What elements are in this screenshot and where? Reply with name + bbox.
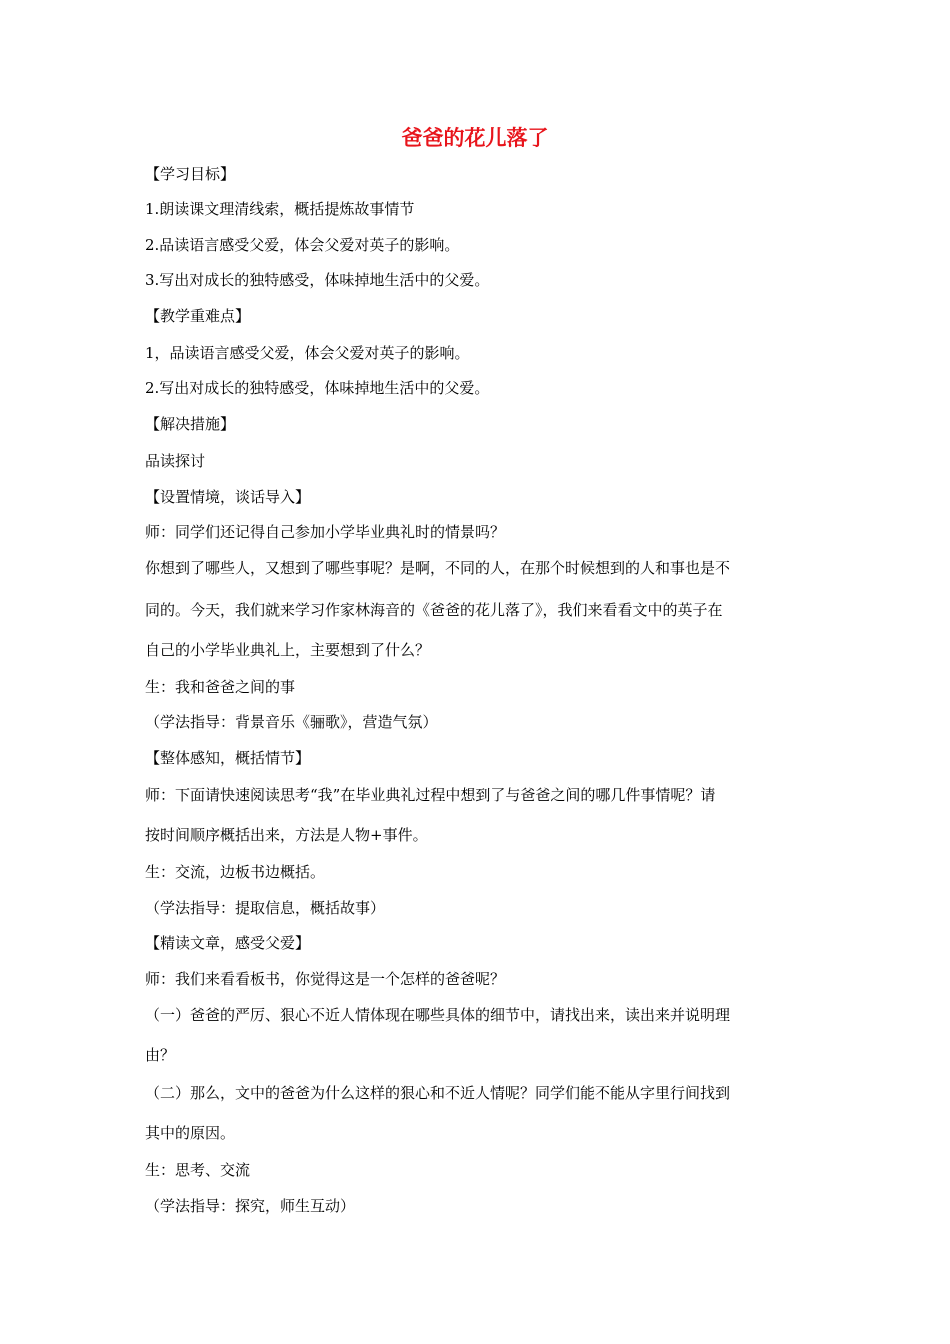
section-heading-overall: 【整体感知，概括情节】 [145, 749, 311, 767]
key-point-line-2: 2.写出对成长的独特感受，体味掉地生活中的父爱。 [145, 379, 490, 397]
goal-line-1: 1.朗读课文理清线索，概括提炼故事情节 [145, 200, 415, 218]
section-heading-introduction: 【设置情境，谈话导入】 [145, 488, 311, 506]
paragraph-line-3: 自己的小学毕业典礼上，主要想到了什么？ [145, 641, 431, 659]
measures-line: 品读探讨 [145, 452, 206, 470]
paragraph-line-2: 同的。今天，我们就来学习作家林海音的《爸爸的花儿落了》，我们来看看文中的英子在 [145, 601, 723, 619]
guidance-line-2: （学法指导：提取信息，概括故事） [145, 899, 386, 917]
section-heading-close-reading: 【精读文章，感受父爱】 [145, 934, 311, 952]
teacher-line-2: 师：下面请快速阅读思考“我”在毕业典礼过程中想到了与爸爸之间的哪几件事情呢？请 [145, 786, 716, 804]
goal-line-3: 3.写出对成长的独特感受，体味掉地生活中的父爱。 [145, 271, 490, 289]
guidance-line-1: （学法指导：背景音乐《骊歌》，营造气氛） [145, 713, 438, 731]
teacher-line-1: 师：同学们还记得自己参加小学毕业典礼时的情景吗？ [145, 523, 506, 541]
student-line-2: 生：交流，边板书边概括。 [145, 863, 326, 881]
question-line-1: （一）爸爸的严厉、狠心不近人情体现在哪些具体的细节中，请找出来，读出来并说明理 [145, 1006, 731, 1024]
student-line-3: 生：思考、交流 [145, 1161, 251, 1179]
guidance-line-3: （学法指导：探究，师生互动） [145, 1197, 356, 1215]
section-heading-measures: 【解决措施】 [145, 415, 236, 433]
paragraph-line-1: 你想到了哪些人，又想到了哪些事呢？是啊，不同的人，在那个时候想到的人和事也是不 [145, 559, 731, 577]
teacher-line-2-cont: 按时间顺序概括出来，方法是人物+事件。 [145, 826, 428, 844]
student-line-1: 生：我和爸爸之间的事 [145, 678, 296, 696]
teacher-line-3: 师：我们来看看板书，你觉得这是一个怎样的爸爸呢？ [145, 970, 506, 988]
question-line-1-cont: 由？ [145, 1046, 176, 1064]
question-line-2-cont: 其中的原因。 [145, 1124, 236, 1142]
section-heading-learning-goals: 【学习目标】 [145, 165, 236, 183]
section-heading-key-points: 【教学重难点】 [145, 307, 251, 325]
goal-line-2: 2.品读语言感受父爱，体会父爱对英子的影响。 [145, 236, 460, 254]
document-title: 爸爸的花儿落了 [401, 126, 549, 150]
key-point-line-1: 1，品读语言感受父爱，体会父爱对英子的影响。 [145, 344, 470, 362]
question-line-2: （二）那么，文中的爸爸为什么这样的狠心和不近人情呢？同学们能不能从字里行间找到 [145, 1084, 731, 1102]
